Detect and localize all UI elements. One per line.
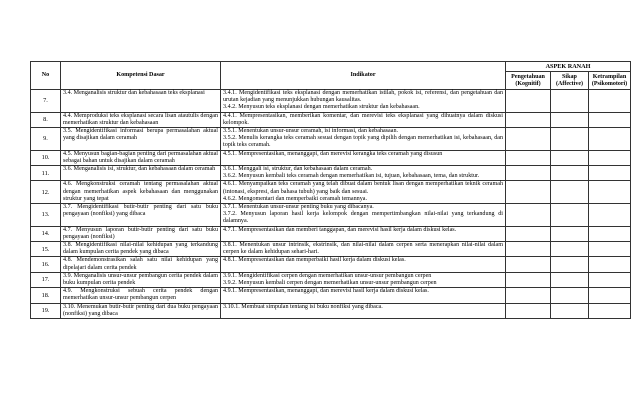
ketrampilan-cell	[589, 288, 631, 303]
ketrampilan-cell	[589, 257, 631, 272]
table-row	[31, 242, 631, 257]
indikator-item: 4.6.2. Mengomentari dan memperbaiki ceramah temannya.	[223, 195, 367, 202]
kompetensi-dasar-cell: 3.4. Menganalisis struktur dan kebahasaan teks eksplanasi	[61, 90, 221, 113]
indikator-item: 4.5.1. Mempresentasikan, menanggapi, dan merevisi kerangka teks ceramah yang disusun	[223, 150, 443, 157]
indikator-item: 4.8.1. Mempresentasikan dan memperbaiki hasil kerja dalam diskusi kelas.	[223, 257, 406, 264]
header-pengetahuan: Pengetahuan (Kognitif)	[506, 72, 551, 90]
row-number: 17.	[31, 272, 61, 287]
indikator-cell	[221, 226, 506, 241]
ketrampilan-cell	[589, 166, 631, 181]
row-number: 18.	[31, 288, 61, 303]
ketrampilan-cell	[589, 272, 631, 287]
sikap-cell	[551, 257, 589, 272]
header-no: No	[31, 62, 61, 90]
header-indikator: Indikator	[221, 62, 506, 90]
table-row	[31, 112, 631, 127]
kompetensi-dasar-cell: 4.5. Menyusun bagian-bagian penting dari permasalahan aktual sebagai bahan untuk disajikan dalam ceramah	[61, 150, 221, 165]
indikator-item: 3.7.2. Menyusun laporan hasil kerja kelompok dengan mempertimbangkan nilai-nilai yang terkandung di dalamnya.	[223, 211, 503, 225]
sikap-cell	[551, 242, 589, 257]
pengetahuan-cell	[506, 128, 551, 151]
sikap-cell	[551, 204, 589, 227]
pengetahuan-cell	[506, 204, 551, 227]
ketrampilan-cell	[589, 204, 631, 227]
indikator-item: 4.7.1. Mempresentasikan dan memberi tanggapan, dan merevisi hasil kerja dalam diskusi kelas.	[223, 226, 457, 233]
indikator-item: 3.9.2. Menyusun kembali cerpen dengan memerhatikan unsur-unsur pembangun cerpen	[223, 280, 437, 287]
header-aspek-ranah: ASPEK RANAH	[506, 62, 631, 72]
row-number: 14.	[31, 226, 61, 241]
row-number: 19.	[31, 303, 61, 318]
table-row	[31, 226, 631, 241]
indikator-item: 3.7.1. Menentukan unsur-unsur penting buku yang dibacanya.	[223, 204, 374, 211]
indikator-cell	[221, 90, 506, 113]
table-row	[31, 128, 631, 151]
indikator-cell	[221, 112, 506, 127]
indikator-item: 3.9.1. Mengidentifikasi cerpen dengan memerhatikan unsur-unsur pembangun cerpen	[223, 272, 432, 279]
indikator-item: 3.6.1. Menggali isi, struktur, dan kebahasaan dalam ceramah.	[223, 166, 373, 173]
ketrampilan-cell	[589, 128, 631, 151]
sikap-cell	[551, 226, 589, 241]
indikator-cell	[221, 303, 506, 318]
table-row	[31, 90, 631, 113]
pengetahuan-cell	[506, 288, 551, 303]
row-number: 13.	[31, 204, 61, 227]
indikator-cell	[221, 288, 506, 303]
indikator-item: 4.9.1. Mempresentasikan, menanggapi, dan merevisi hasil kerja dalam diskusi kelas.	[223, 288, 429, 295]
sikap-cell	[551, 150, 589, 165]
row-number: 12.	[31, 181, 61, 204]
pengetahuan-cell	[506, 242, 551, 257]
pengetahuan-cell	[506, 303, 551, 318]
header-kompetensi-dasar: Kompetensi Dasar	[61, 62, 221, 90]
pengetahuan-cell	[506, 90, 551, 113]
header-sikap: Sikap (Affective)	[551, 72, 589, 90]
kompetensi-dasar-cell: 3.7. Mengidentifikasi butir-butir penting dari satu buku pengayaan (nonfiksi) yang dibaca	[61, 204, 221, 227]
indikator-item: 3.5.1. Menentukan unsur-unsur ceramah, isi informasi, dan kebahasaan.	[223, 128, 399, 135]
indikator-item: 3.5.2. Menulis kerangka teks ceramah sesuai dengan topik yang dipilih dengan memerhatikan isi, kebahasaan, dan topik teks ceramah.	[223, 135, 503, 149]
kompetensi-dasar-cell: 4.7. Menyusun laporan butir-butir penting dari satu buku pengayaan (nonfiksi)	[61, 226, 221, 241]
ketrampilan-cell	[589, 181, 631, 204]
ketrampilan-cell	[589, 303, 631, 318]
table-row	[31, 204, 631, 227]
pengetahuan-cell	[506, 257, 551, 272]
sikap-cell	[551, 90, 589, 113]
indikator-item: 3.6.2. Menyusun kembali teks ceramah dengan memerhatikan isi, tujuan, kebahasaan, tema, dan struktur.	[223, 173, 480, 180]
kompetensi-dasar-cell: 3.5. Mengidentifikasi informasi berupa permasalahan aktual yang disajikan dalam ceramah	[61, 128, 221, 151]
ketrampilan-cell	[589, 90, 631, 113]
indikator-item: 3.8.1. Menentukan unsur intrinsik, ekstrinsik, dan nilai-nilai dalam cerpen serta menerapkan nilai-nilai dalam cerpen ke dalam kehidupan sehari-hari.	[223, 242, 503, 256]
ketrampilan-cell	[589, 226, 631, 241]
indikator-cell	[221, 150, 506, 165]
kompetensi-dasar-cell: 4.6. Mengkonstruksi ceramah tentang permasalahan aktual dengan memerhatikan aspek kebahasaan dan menggunakan struktur yang tepat	[61, 181, 221, 204]
pengetahuan-cell	[506, 181, 551, 204]
sikap-cell	[551, 303, 589, 318]
sikap-cell	[551, 128, 589, 151]
row-number: 16.	[31, 257, 61, 272]
pengetahuan-cell	[506, 112, 551, 127]
pengetahuan-cell	[506, 226, 551, 241]
row-number: 9.	[31, 128, 61, 151]
competency-table	[30, 61, 631, 319]
kompetensi-dasar-cell: 3.6. Menganalisis isi, struktur, dan kebahasaan dalam ceramah	[61, 166, 221, 181]
table-row	[31, 288, 631, 303]
sikap-cell	[551, 112, 589, 127]
indikator-cell	[221, 181, 506, 204]
table-row	[31, 166, 631, 181]
kompetensi-dasar-cell: 4.9. Mengkonstruksi sebuah cerita pendek dengan memerhatikan unsur-unsur pembangun cerpen	[61, 288, 221, 303]
ketrampilan-cell	[589, 112, 631, 127]
kompetensi-dasar-cell: 4.8. Mendemonstrasikan salah satu nilai kehidupan yang dipelajari dalam cerita pendek	[61, 257, 221, 272]
header-ketrampilan: Ketrampilan (Psikomotori)	[589, 72, 631, 90]
indikator-cell	[221, 204, 506, 227]
kompetensi-dasar-cell: 4.4. Memproduksi teks eksplanasi secara lisan atautulis dengan memerhatikan struktur dan kebahasaan	[61, 112, 221, 127]
row-number: 15.	[31, 242, 61, 257]
kompetensi-dasar-cell: 3.10. Menemukan butir-butir penting dari dua buku pengayaan (nonfiksi) yang dibaca	[61, 303, 221, 318]
indikator-cell	[221, 128, 506, 151]
sikap-cell	[551, 181, 589, 204]
indikator-item: 3.10.1. Membuat simpulan tentang isi buku nonfiksi yang dibaca.	[223, 303, 383, 310]
row-number: 11.	[31, 166, 61, 181]
indikator-item: 4.4.1. Mempresentasikan, memberikan komentar, dan merevisi teks eksplanasi yang dihuatnya dalam diskusi kelompok.	[223, 112, 503, 126]
indikator-item: 3.4.1. Mengidentifikasi teks eksplanasi dengan memerhatikan istilah, pokok isi, referensi, dan pengetahuan dan urutan kejadian yang menunjukkan hubungan kausalitas.	[223, 90, 503, 104]
table-row	[31, 303, 631, 318]
row-number: 10.	[31, 150, 61, 165]
indikator-item: 3.4.2. Menyusun teks eksplanasi dengan memerhatikan struktur dan kebahasaan.	[223, 104, 420, 111]
sikap-cell	[551, 288, 589, 303]
row-number: 8.	[31, 112, 61, 127]
ketrampilan-cell	[589, 150, 631, 165]
pengetahuan-cell	[506, 166, 551, 181]
kompetensi-dasar-cell: 3.8. Mengidentifikasi nilai-nilai kehidupan yang terkandung dalam kumpulan cerita pendek yang dibaca	[61, 242, 221, 257]
indikator-cell	[221, 272, 506, 287]
indikator-cell	[221, 257, 506, 272]
table-row	[31, 181, 631, 204]
pengetahuan-cell	[506, 150, 551, 165]
ketrampilan-cell	[589, 242, 631, 257]
sikap-cell	[551, 272, 589, 287]
indikator-item: 4.6.1. Menyampaikan teks ceramah yang telah dibuat dalam bentuk lisan dengan memperhatikan teknik ceramah (intonasi, ekspresi, dan bahasa tubuh) yang baik dan sesuai.	[223, 181, 503, 195]
indikator-cell	[221, 166, 506, 181]
kompetensi-dasar-cell: 3.9. Menganalisis unsur-unsur pembangun cerita pendek dalam buku kumpulan cerita pendek	[61, 272, 221, 287]
table-row	[31, 257, 631, 272]
row-number: 7.	[31, 90, 61, 113]
sikap-cell	[551, 166, 589, 181]
table-row	[31, 272, 631, 287]
indikator-cell	[221, 242, 506, 257]
table-row	[31, 150, 631, 165]
pengetahuan-cell	[506, 272, 551, 287]
